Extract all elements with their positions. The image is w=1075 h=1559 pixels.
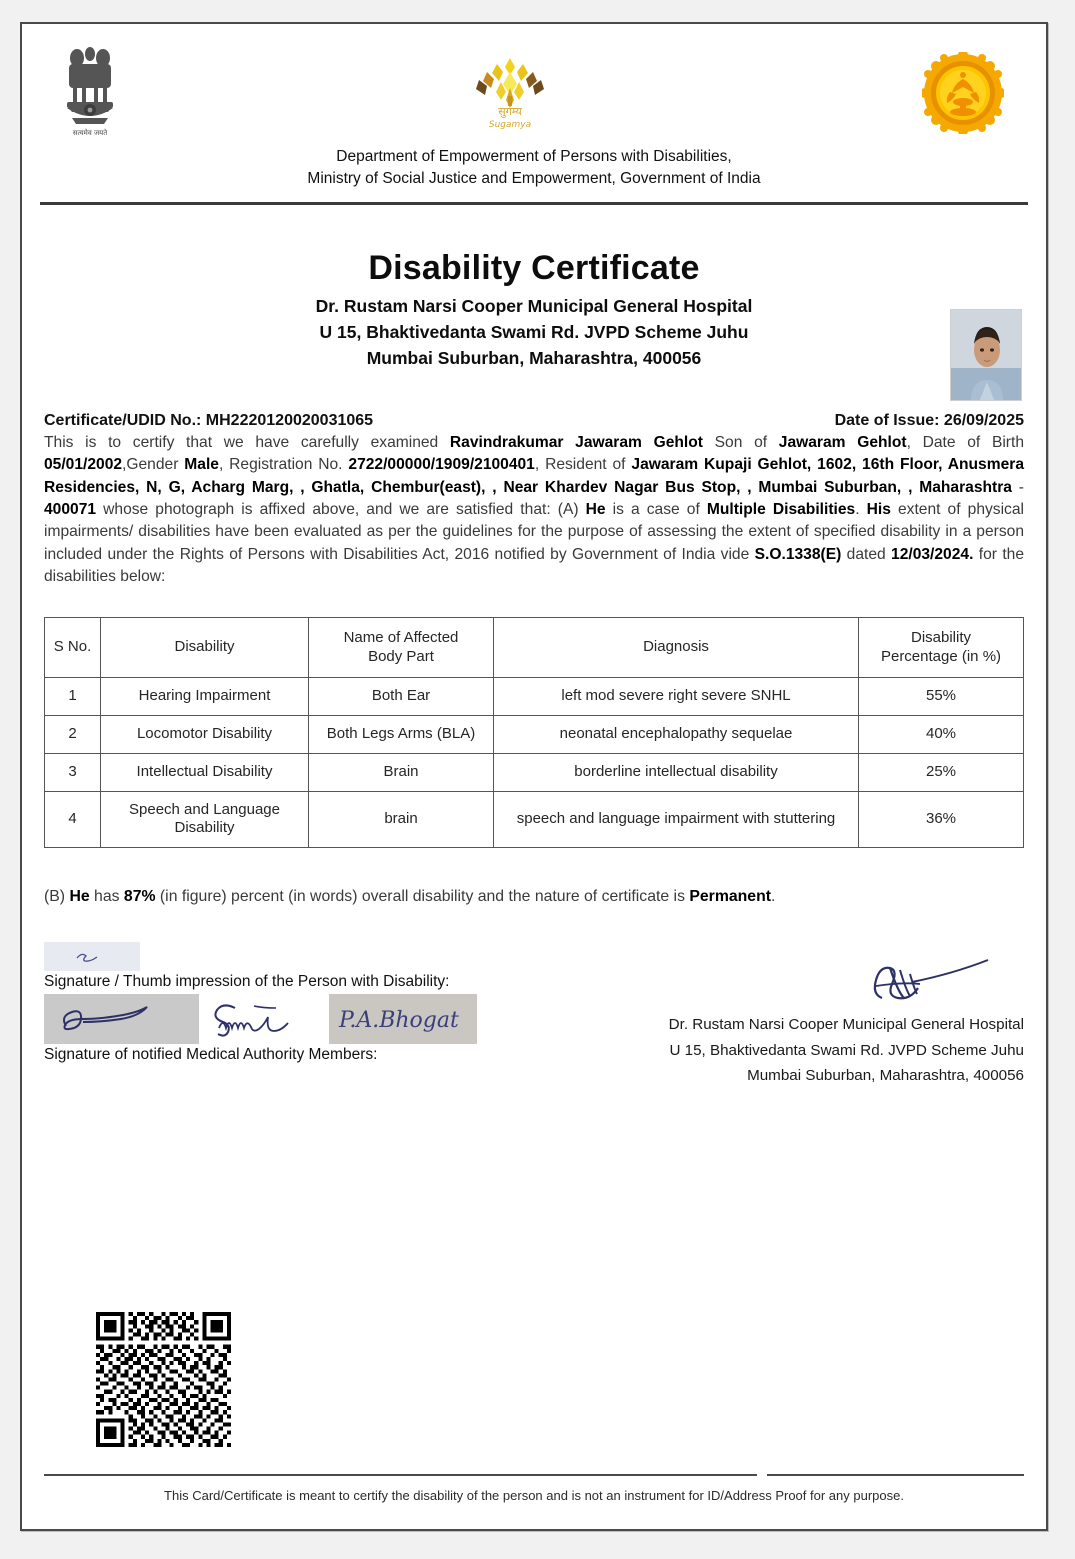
cell-sno: 1: [45, 678, 101, 716]
father-name: Jawaram Gehlot: [778, 433, 907, 451]
registration-number: 2722/00000/1909/2100401: [348, 456, 535, 474]
medical-member-signature-2: [199, 994, 329, 1044]
table-row: [45, 716, 1024, 754]
medical-member-signature-3: [329, 994, 477, 1044]
issuing-authority-block: [594, 952, 1024, 1087]
qr-code-container: [96, 1312, 231, 1447]
column-header-diagnosis: Diagnosis: [494, 617, 859, 678]
cell-percentage: 36%: [859, 791, 1024, 848]
statement-b-period: .: [771, 888, 776, 906]
ashoka-motto-text: सत्यमेव जयते: [72, 129, 108, 137]
pronoun-his: His: [866, 501, 891, 519]
cell-diagnosis: borderline intellectual disability: [494, 753, 859, 791]
footer-note: This Card/Certificate is meant to certify the disability of the person and is not an instrument for ID/Address Proof for any purpose.: [164, 1488, 904, 1503]
percentage-header-line1: Disability: [910, 628, 971, 646]
cell-disability: Locomotor Disability: [101, 716, 309, 754]
medical-member-signature-1: [44, 994, 199, 1044]
photo-clause: whose photograph is affixed above, and we are satisfied that:: [96, 501, 551, 519]
statement-b-prefix: (B): [44, 888, 70, 906]
authority-line-3: Mumbai Suburban, Maharashtra, 400056: [747, 1067, 1024, 1085]
table-row: [45, 678, 1024, 716]
department-heading: [22, 146, 1046, 196]
hospital-line-2: U 15, Bhaktivedanta Swami Rd. JVPD Scheme Juhu: [319, 321, 749, 342]
gender-label: ,Gender: [122, 456, 185, 474]
signature-section: [22, 942, 1046, 1085]
authority-line-2: U 15, Bhaktivedanta Swami Rd. JVPD Scheme Juhu: [669, 1041, 1024, 1059]
certify-intro: This is to certify that we have carefully examined: [44, 433, 450, 451]
cell-percentage: 25%: [859, 753, 1024, 791]
evaluation-text: extent of physical impairments/ disabilities have been evaluated as per the guidelines for the purpose of assessing the extent of specified disability in a person included under the Rights of Persons with Disabilities Act, 2016 notified by Government of India vide: [44, 501, 1024, 563]
person-signature-image: [44, 942, 140, 971]
medical-member-3-name: P.A.Bhogat: [339, 1008, 459, 1034]
gender-value: Male: [184, 456, 219, 474]
cell-diagnosis: neonatal encephalopathy sequelae: [494, 716, 859, 754]
column-header-body-part: [309, 617, 494, 678]
body-part-header-line1: Name of Affected: [343, 628, 459, 646]
table-row: [45, 791, 1024, 848]
column-header-percentage: [859, 617, 1024, 678]
overall-disability-percentage: 87%: [123, 888, 156, 906]
table-row: [45, 753, 1024, 791]
body-part-header-line2: Body Part: [368, 647, 434, 665]
cell-sno: 2: [45, 716, 101, 754]
statement-b-has: has: [89, 888, 124, 906]
footer: [22, 1474, 1046, 1503]
case-of-label: is a case of: [605, 501, 707, 519]
cell-percentage: 40%: [859, 716, 1024, 754]
table-header-row: [45, 617, 1024, 678]
footer-divider: [22, 1474, 1046, 1476]
son-of-label: Son of: [702, 433, 779, 451]
statement-b-middle: (in figure) percent (in words) overall disability and the nature of certificate is: [155, 888, 690, 906]
cell-disability: Hearing Impairment: [101, 678, 309, 716]
certificate-body: [22, 412, 1046, 589]
cell-sno: 3: [45, 753, 101, 791]
resident-label: , Resident of: [534, 456, 632, 474]
column-header-sno: S No.: [45, 617, 101, 678]
footer-rule-left: [44, 1474, 757, 1476]
cell-diagnosis: left mod severe right severe SNHL: [494, 678, 859, 716]
identity-row: [44, 412, 1024, 430]
clause-a-prefix: (A): [557, 501, 586, 519]
dated-value: 12/03/2024.: [891, 545, 974, 563]
cell-diagnosis: speech and language impairment with stuttering: [494, 791, 859, 848]
hospital-line-3: Mumbai Suburban, Maharashtra, 400056: [366, 347, 702, 368]
department-line-1: Department of Empowerment of Persons with Disabilities,: [336, 148, 732, 165]
cell-body-part: Both Ear: [309, 678, 494, 716]
registration-label: , Registration No.: [218, 456, 349, 474]
column-header-disability: Disability: [101, 617, 309, 678]
certificate-nature: Permanent: [689, 888, 772, 906]
address-separator: -: [1011, 478, 1024, 496]
percentage-header-line2: Percentage (in %): [880, 647, 1002, 665]
pincode: 400071: [44, 501, 97, 519]
statement-b-pronoun: He: [69, 888, 90, 906]
page-title: Disability Certificate: [368, 249, 700, 287]
cell-body-part: Both Legs Arms (BLA): [309, 716, 494, 754]
condition-name: Multiple Disabilities: [706, 501, 856, 519]
disabilities-tail: for the disabilities below:: [44, 545, 1025, 586]
applicant-photo: [950, 309, 1022, 401]
medical-members-caption: Signature of notified Medical Authority Members:: [44, 1046, 378, 1064]
overall-disability-statement: [44, 888, 1024, 906]
qr-code-icon: [96, 1312, 231, 1447]
national-emblem-ashoka-icon: [60, 42, 120, 138]
authority-line-1: Dr. Rustam Narsi Cooper Municipal General Hospital: [668, 1016, 1024, 1034]
title-block: [22, 205, 1046, 372]
header-emblem-bar: [22, 24, 1046, 146]
maharashtra-state-emblem-icon: [922, 52, 1004, 134]
cell-disability: Speech and Language Disability: [101, 791, 309, 848]
cell-disability: Intellectual Disability: [101, 753, 309, 791]
dob-label: , Date of Birth: [906, 433, 1025, 451]
certificate-page: [20, 22, 1048, 1531]
person-name: Ravindrakumar Jawaram Gehlot: [449, 433, 703, 451]
disability-table: [44, 617, 1024, 848]
cell-sno: 4: [45, 791, 101, 848]
dated-label: dated: [841, 545, 892, 563]
svg-text:Sugamya: Sugamya: [488, 120, 532, 130]
so-number: S.O.1338(E): [754, 545, 842, 563]
certify-paragraph: This is to certify that we have carefully examined Ravindrakumar Jawaram Gehlot Son of Jawaram Gehlot, Date of Birth 05/01/2002,Gender Male, Registration No. 2722/00000/1909/2100401, Resident of Jawaram Kupaji Gehlot, 1602, 16th Floor, Anusmera Residencies, N, G, Acharg Marg, , Ghatla, Chembur(east), , Near Khardev Nagar Bus Stop, , Mumbai Suburban, , Maharashtra - 400071 whose photograph is affixed above, and we are satisfied that: (A) He is a case of Multiple Disabilities. His extent of physical impairments/ disabilities have been evaluated as per the guidelines for the purpose of assessing the extent of specified disability in a person included under the Rights of Persons with Disabilities Act, 2016 notified by Government of India vide S.O.1338(E) dated 12/03/2024. for the disabilities below:: [44, 433, 1025, 586]
dob-value: 05/01/2002: [44, 456, 123, 474]
hospital-line-1: Dr. Rustam Narsi Cooper Municipal General Hospital: [315, 296, 753, 316]
cell-percentage: 55%: [859, 678, 1024, 716]
pronoun-he: He: [585, 501, 606, 519]
department-line-2: Ministry of Social Justice and Empowerment, Government of India: [307, 170, 761, 187]
cell-body-part: brain: [309, 791, 494, 848]
sugamya-bharat-abhiyan-logo-icon: [467, 52, 553, 132]
svg-text:सुगम्य: सुगम्य: [498, 105, 522, 118]
resident-address: Jawaram Kupaji Gehlot, 1602, 16th Floor, Anusmera Residencies, N, G, Acharg Marg, , Ghatla, Chembur(east), , Near Khardev Nagar Bus Stop, , Mumbai Suburban, , Maharashtra: [44, 456, 1024, 496]
authority-signature-image: [594, 952, 1024, 1010]
date-of-issue: Date of Issue: 26/09/2025: [834, 411, 1024, 429]
udid-number: Certificate/UDID No.: MH2220120020031065: [44, 411, 374, 429]
cell-body-part: Brain: [309, 753, 494, 791]
footer-rule-right: [767, 1474, 1024, 1476]
person-signature-caption: Signature / Thumb impression of the Person with Disability:: [44, 973, 450, 991]
